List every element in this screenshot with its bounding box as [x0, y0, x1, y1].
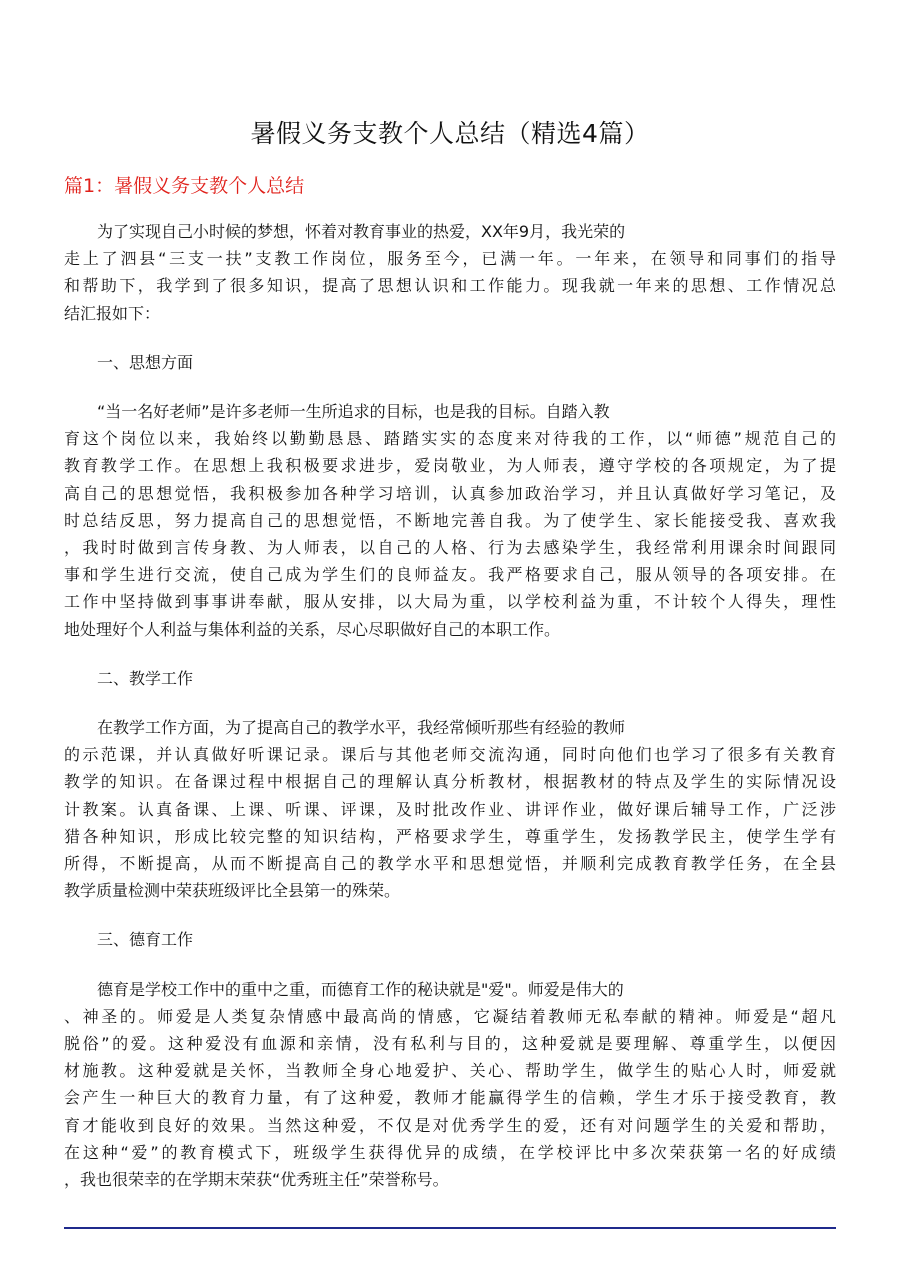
text-line: 脱俗”的爱。这种爱没有血源和亲情，没有私利与目的，这种爱就是要理解、尊重学生，以便因	[64, 1034, 836, 1054]
text-line: 走上了泗县“三支一扶”支教工作岗位，服务至今，已满一年。一年来，在领导和同事们的指导	[64, 249, 836, 269]
text-line: 地处理好个人利益与集体利益的关系，尽心尽职做好自己的本职工作。	[64, 619, 561, 639]
spacer	[64, 954, 836, 976]
text-line: 高自己的思想觉悟，我积极参加各种学习培训，认真参加政治学习，并且认真做好学习笔记，及	[64, 483, 836, 503]
spacer	[64, 376, 836, 398]
text-line: 会产生一种巨大的教育力量，有了这种爱，教师才能赢得学生的信赖，学生才乐于接受教育，教	[64, 1088, 836, 1108]
text-line: 的示范课，并认真做好听课记录。课后与其他老师交流沟通，同时向他们也学习了很多有关教育	[64, 745, 836, 765]
text-line: 所得，不断提高，从而不断提高自己的教学水平和思想觉悟，并顺利完成教育教学任务，在全县	[64, 854, 836, 874]
text-line: 结汇报如下：	[64, 303, 161, 323]
text-line: 猎各种知识，形成比较完整的知识结构，严格要求学生，尊重学生，发扬教学民主，使学生学有	[64, 826, 836, 846]
text-line: 时总结反思，努力提高自己的思想觉悟，不断地完善自我。为了使学生、家长能接受我、喜欢我	[64, 510, 836, 530]
text-line: 和帮助下，我学到了很多知识，提高了思想认识和工作能力。现我就一年来的思想、工作情况总	[64, 276, 836, 296]
text-line: 教学的知识。在备课过程中根据自己的理解认真分析教材，根据教材的特点及学生的实际情况设	[64, 772, 836, 792]
spacer	[64, 327, 836, 349]
section-title: 篇1：暑假义务支教个人总结	[64, 175, 305, 197]
text-line: 计教案。认真备课、上课、听课、评课，及时批改作业、讲评作业，做好课后辅导工作，广泛涉	[64, 799, 836, 819]
text-line: 、神圣的。师爱是人类复杂情感中最高尚的情感，它凝结着教师无私奉献的精神。师爱是“超凡	[64, 1006, 836, 1026]
spacer	[64, 904, 836, 926]
text-line: 在教学工作方面，为了提高自己的教学水平，我经常倾听那些有经验的教师	[97, 718, 626, 738]
document-title: 暑假义务支教个人总结（精选4篇）	[250, 119, 650, 148]
text-line: 育这个岗位以来，我始终以勤勤恳恳、踏踏实实的态度来对待我的工作，以“师德”规范自己的	[64, 429, 836, 449]
text-line: 材施教。这种爱就是关怀，当教师全身心地爱护、关心、帮助学生，做学生的贴心人时，师爱就	[64, 1061, 836, 1081]
text-line: 教育教学工作。在思想上我积极要求进步，爱岗敬业，为人师表，遵守学校的各项规定，为了提	[64, 456, 836, 476]
text-line: 在这种“爱”的教育模式下，班级学生获得优异的成绩，在学校评比中多次荣获第一名的好成绩	[64, 1142, 836, 1162]
paragraph-moral-education	[64, 976, 836, 1194]
spacer	[64, 692, 836, 714]
text-line: ，我时时做到言传身教、为人师表，以自己的人格、行为去感染学生，我经常利用课余时间跟同	[64, 538, 836, 558]
text-line: 工作中坚持做到事事讲奉献，服从安排，以大局为重，以学校利益为重，不计较个人得失，理性	[64, 592, 836, 612]
paragraph-teaching	[64, 714, 836, 904]
text-line: 事和学生进行交流，使自己成为学生们的良师益友。我严格要求自己，服从领导的各项安排。在	[64, 565, 836, 585]
text-line: ，我也很荣幸的在学期末荣获“优秀班主任”荣誉称号。	[64, 1170, 449, 1190]
document-body	[64, 218, 836, 1193]
heading-moral-education: 三、德育工作	[97, 930, 194, 950]
heading-ideology: 一、思想方面	[97, 352, 194, 372]
text-line: 教学质量检测中荣获班级评比全县第一的殊荣。	[64, 881, 401, 901]
paragraph-intro	[64, 218, 836, 327]
text-line: 育才能收到良好的效果。当然这种爱，不仅是对优秀学生的爱，还有对问题学生的关爱和帮助，	[64, 1115, 836, 1135]
text-line: 德育是学校工作中的重中之重，而德育工作的秘诀就是"爱"。师爱是伟大的	[97, 979, 624, 999]
text-line: 为了实现自己小时候的梦想，怀着对教育事业的热爱，XX年9月，我光荣的	[97, 222, 626, 241]
heading-teaching: 二、教学工作	[97, 668, 194, 688]
spacer	[64, 643, 836, 665]
footer-divider	[64, 1227, 836, 1229]
paragraph-ideology	[64, 398, 836, 643]
text-line: “当一名好老师”是许多老师一生所追求的目标，也是我的目标。自踏入教	[97, 402, 610, 422]
